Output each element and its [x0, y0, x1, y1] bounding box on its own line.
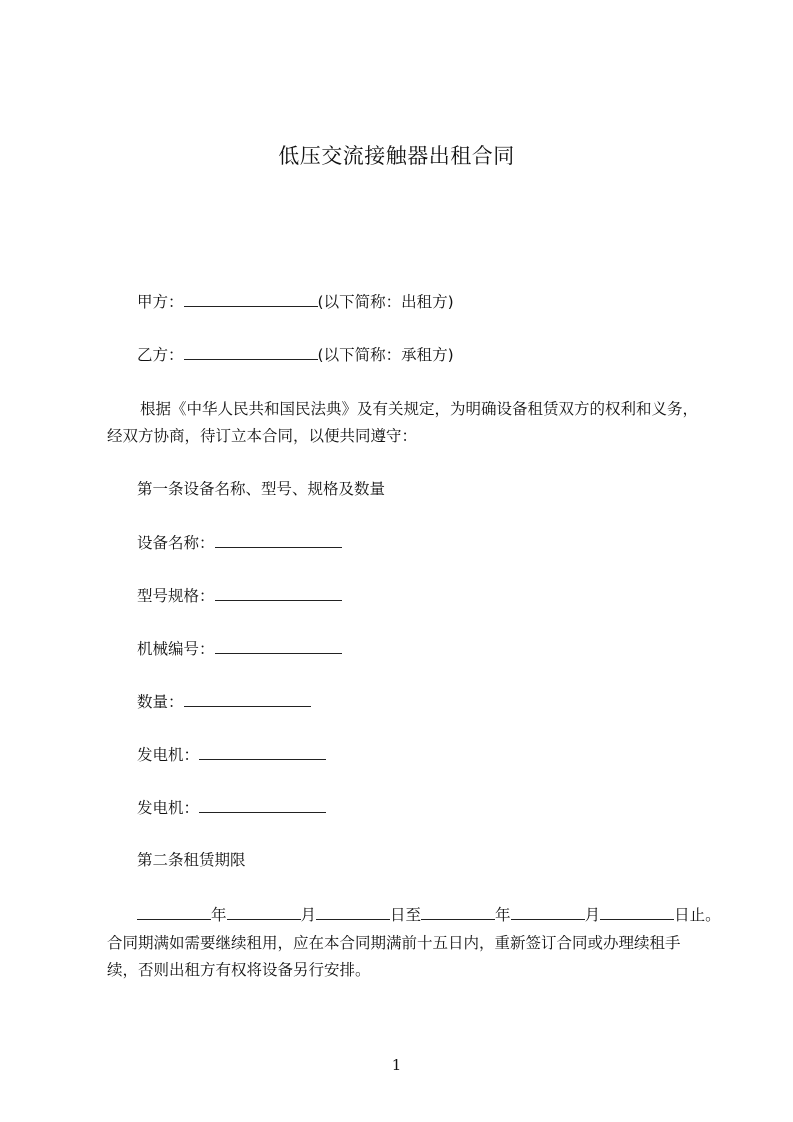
- generator-field-1: [137, 744, 326, 765]
- date-label: 日至: [390, 906, 422, 924]
- renewal-line-2: 续，否则出租方有权将设备另行安排。: [107, 961, 371, 979]
- party-b-label: 乙方：: [137, 346, 184, 364]
- start-month-blank: [227, 904, 301, 920]
- start-year-blank: [137, 904, 211, 920]
- date-label: 月: [300, 906, 317, 924]
- start-day-blank: [316, 904, 390, 920]
- end-day-blank: [600, 904, 674, 920]
- generator-field-2: [137, 797, 326, 818]
- date-label: 年: [495, 906, 511, 924]
- intro-line-1: 根据《中华人民共和国民法典》及有关规定，为明确设备租赁双方的权利和义务，: [140, 400, 699, 418]
- date-label: 月: [584, 906, 601, 924]
- renewal-line-1: 合同期满如需要继续租用，应在本合同期满前十五日内，重新签订合同或办理续租手: [107, 934, 681, 952]
- end-year-blank: [421, 904, 495, 920]
- lease-period-line: [137, 904, 721, 925]
- end-month-blank: [511, 904, 585, 920]
- machine-number-field: [137, 638, 342, 659]
- quantity-field: [137, 691, 311, 712]
- party-b-note: (以下简称：承租方): [317, 346, 454, 364]
- article1-heading: 第一条设备名称、型号、规格及数量: [137, 480, 386, 498]
- party-b-line: [137, 344, 454, 365]
- party-a-blank: [184, 291, 318, 307]
- field-blank: [184, 691, 311, 707]
- party-a-label: 甲方：: [137, 293, 184, 311]
- field-label: 发电机：: [137, 799, 200, 817]
- date-label: 年: [211, 906, 227, 924]
- party-a-note: (以下简称：出租方): [317, 293, 454, 311]
- field-label: 发电机：: [137, 746, 200, 764]
- model-spec-field: [137, 585, 342, 606]
- field-label: 数量：: [137, 693, 184, 711]
- field-blank: [215, 638, 342, 654]
- field-blank: [199, 744, 326, 760]
- equipment-name-field: [137, 532, 342, 553]
- field-label: 机械编号：: [137, 640, 215, 658]
- field-label: 设备名称：: [137, 534, 215, 552]
- page-number: 1: [391, 1056, 402, 1074]
- intro-line-2: 经双方协商，待订立本合同，以便共同遵守：: [107, 427, 418, 445]
- date-label: 日止。: [674, 906, 721, 924]
- field-blank: [215, 532, 342, 548]
- article2-heading: 第二条租赁期限: [137, 851, 246, 869]
- field-blank: [215, 585, 342, 601]
- document-title: 低压交流接触器出租合同: [278, 144, 515, 168]
- party-b-blank: [184, 344, 318, 360]
- field-blank: [199, 797, 326, 813]
- field-label: 型号规格：: [137, 587, 215, 605]
- party-a-line: [137, 291, 454, 312]
